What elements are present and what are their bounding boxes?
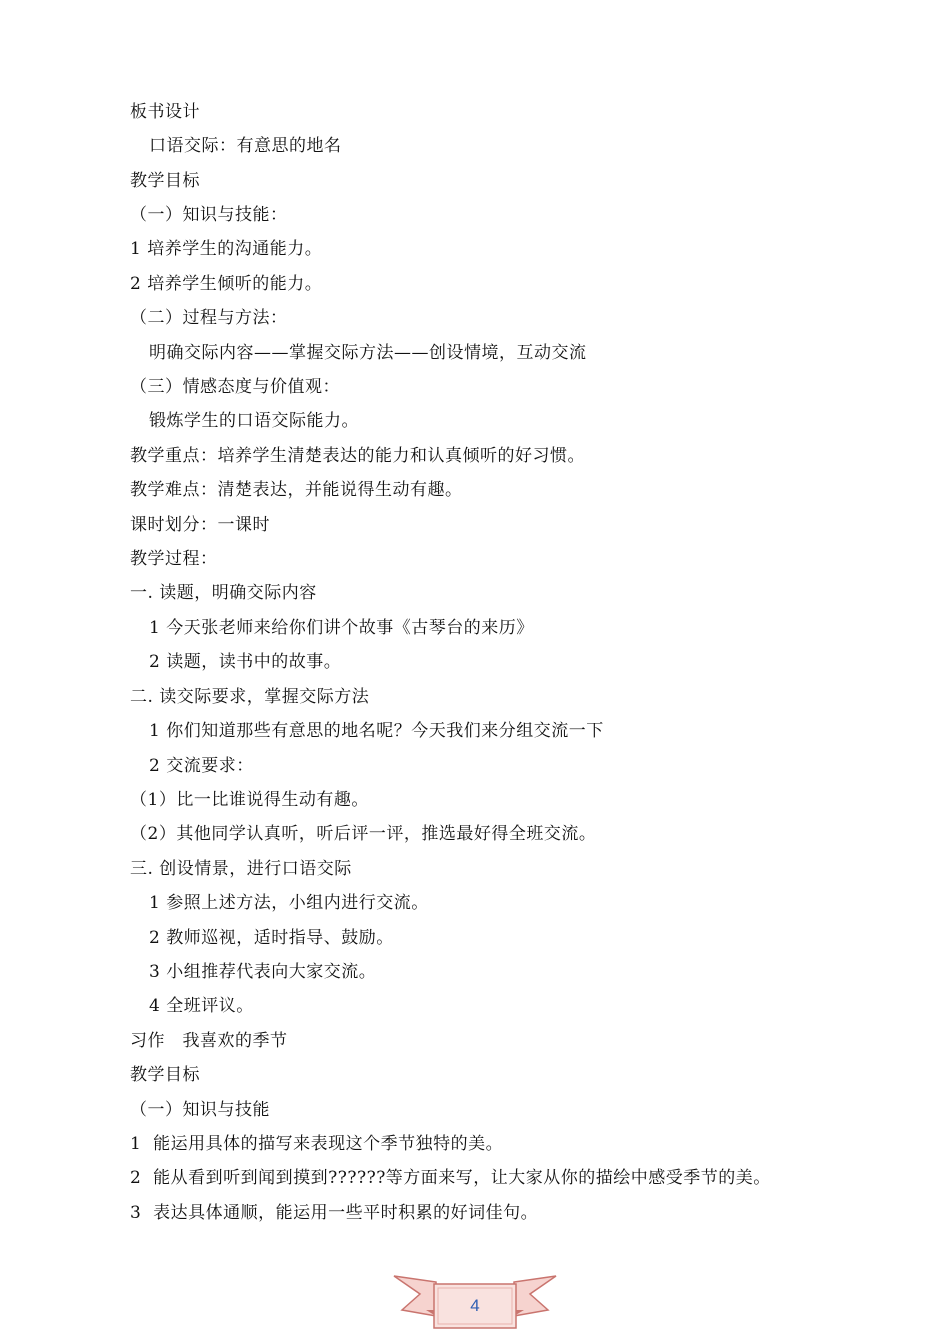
goal-item: 1 培养学生的沟通能力。 [130,239,323,259]
step-item: 1 今天张老师来给你们讲个故事《古琴台的来历》 [149,618,534,638]
class-hours: 课时划分：一课时 [130,515,270,535]
lesson-title: 口语交际：有意思的地名 [149,136,342,156]
goal-section-3: （三）情感态度与价值观： [130,377,340,397]
teaching-process-heading: 教学过程： [130,549,218,569]
writing-goal-item: 1 能运用具体的描写来表现这个季节独特的美。 [130,1134,504,1154]
goal-item: 2 培养学生倾听的能力。 [130,274,323,294]
step-item: 2 交流要求： [149,756,254,776]
step-heading-2: 二. 读交际要求，掌握交际方法 [130,687,370,707]
page-number: 4 [470,1296,480,1315]
requirement-item: （1）比一比谁说得生动有趣。 [130,790,369,810]
step-item: 4 全班评议。 [149,996,254,1016]
teaching-goals-heading-2: 教学目标 [130,1065,200,1085]
goal-section-2: （二）过程与方法： [130,308,288,328]
writing-goal-item: 3 表达具体通顺，能运用一些平时积累的好词佳句。 [130,1203,539,1223]
writing-goal-item: 2 能从看到听到闻到摸到??????等方面来写，让大家从你的描绘中感受季节的美。 [130,1168,771,1188]
key-points: 教学重点：培养学生清楚表达的能力和认真倾听的好习惯。 [130,446,585,466]
step-item: 2 读题，读书中的故事。 [149,652,342,672]
step-heading-1: 一. 读题，明确交际内容 [130,583,317,603]
requirement-item: （2）其他同学认真听，听后评一评，推选最好得全班交流。 [130,824,597,844]
goal-section-1: （一）知识与技能： [130,205,288,225]
step-item: 3 小组推荐代表向大家交流。 [149,962,377,982]
process-description: 明确交际内容——掌握交际方法——创设情境，互动交流 [149,343,587,363]
step-item: 2 教师巡视，适时指导、鼓励。 [149,928,394,948]
difficult-points: 教学难点：清楚表达，并能说得生动有趣。 [130,480,463,500]
goal-section-1b: （一）知识与技能 [130,1100,270,1120]
step-heading-3: 三. 创设情景，进行口语交际 [130,859,352,879]
step-item: 1 你们知道那些有意思的地名呢？今天我们来分组交流一下 [149,721,604,741]
writing-title: 习作 我喜欢的季节 [130,1031,288,1051]
attitude-description: 锻炼学生的口语交际能力。 [149,411,359,431]
step-item: 1 参照上述方法，小组内进行交流。 [149,893,429,913]
board-design-heading: 板书设计 [130,102,200,122]
teaching-goals-heading: 教学目标 [130,171,200,191]
page-number-ribbon [392,1270,558,1330]
